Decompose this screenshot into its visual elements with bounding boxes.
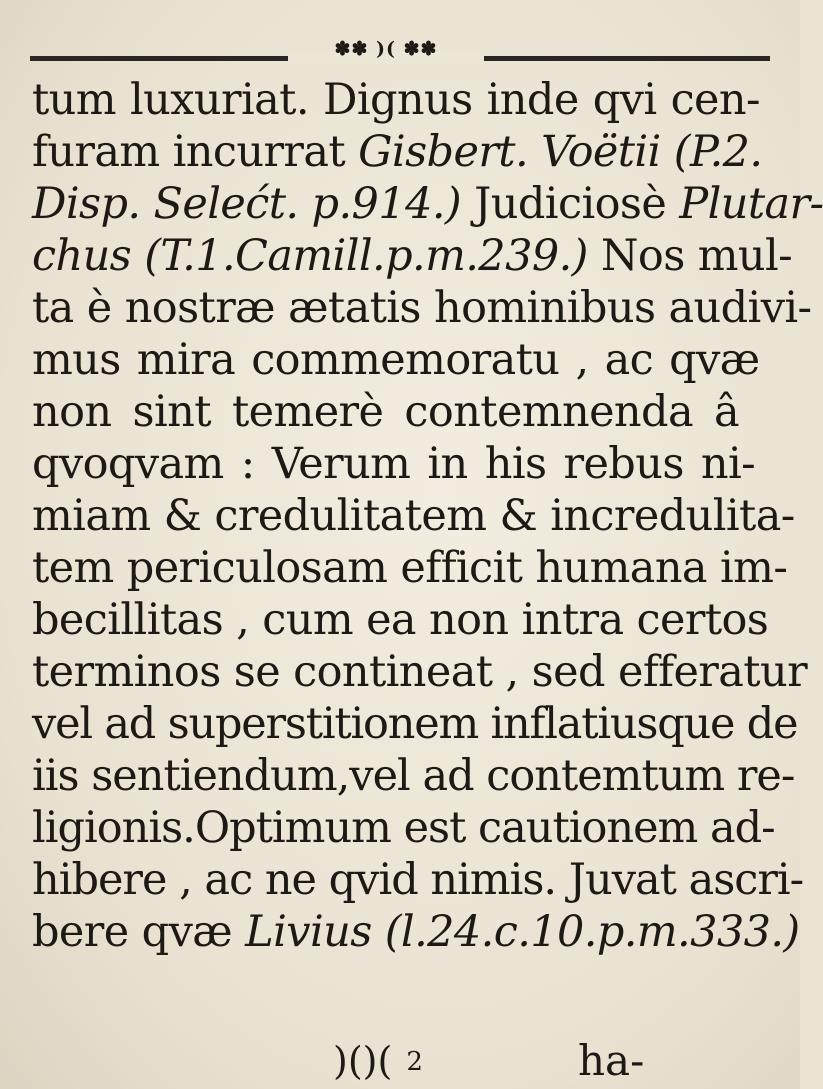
text-line-9: miam & credulitatem & incredulita- <box>32 491 795 541</box>
signature-mark: )()( 2 <box>333 1039 423 1083</box>
text-line-12: terminos se contineat , sed efferatur <box>32 647 808 697</box>
text-line-8: qvoqvam : Verum in his rebus ni- <box>32 439 756 489</box>
header-ornament: ✽✽ )( ✽✽ <box>334 38 438 60</box>
text-line-15: ligionis.Optimum est cautionem ad- <box>32 803 775 853</box>
signature-number: 2 <box>406 1047 423 1077</box>
page-footer <box>0 1038 800 1086</box>
text-line-4: chus (T.1.Camill.p.m.239.) Nos mul- <box>32 231 793 281</box>
text-line-16: hibere , ac ne qvid nimis. Juvat ascri- <box>32 855 804 905</box>
text-line-13: vel ad superstitionem inflatiusque de <box>32 699 798 749</box>
text-line-1: tum luxuriat. Dignus inde qvi cen- <box>32 75 760 125</box>
text-line-2: furam incurrat Gisbert. Voëtii (P.2. <box>32 127 763 177</box>
text-line-7: non sint temerè contemnenda â <box>32 387 740 437</box>
catchword: ha- <box>578 1036 645 1085</box>
text-line-17: bere qvæ Livius (l.24.c.10.p.m.333.) <box>32 907 800 957</box>
text-line-10: tem periculosam efficit humana im- <box>32 543 788 593</box>
text-line-3: Disp. Selećt. p.914.) Judiciosè Plutar- <box>32 179 823 229</box>
text-line-5: ta è nostræ ætatis hominibus audivi- <box>32 283 812 333</box>
text-line-14: iis sentiendum,vel ad contemtum re- <box>32 751 795 801</box>
text-line-11: becillitas , cum ea non intra certos <box>32 595 769 645</box>
text-line-6: mus mira commemoratu , ac qvæ <box>32 335 760 385</box>
page-header <box>30 12 770 72</box>
